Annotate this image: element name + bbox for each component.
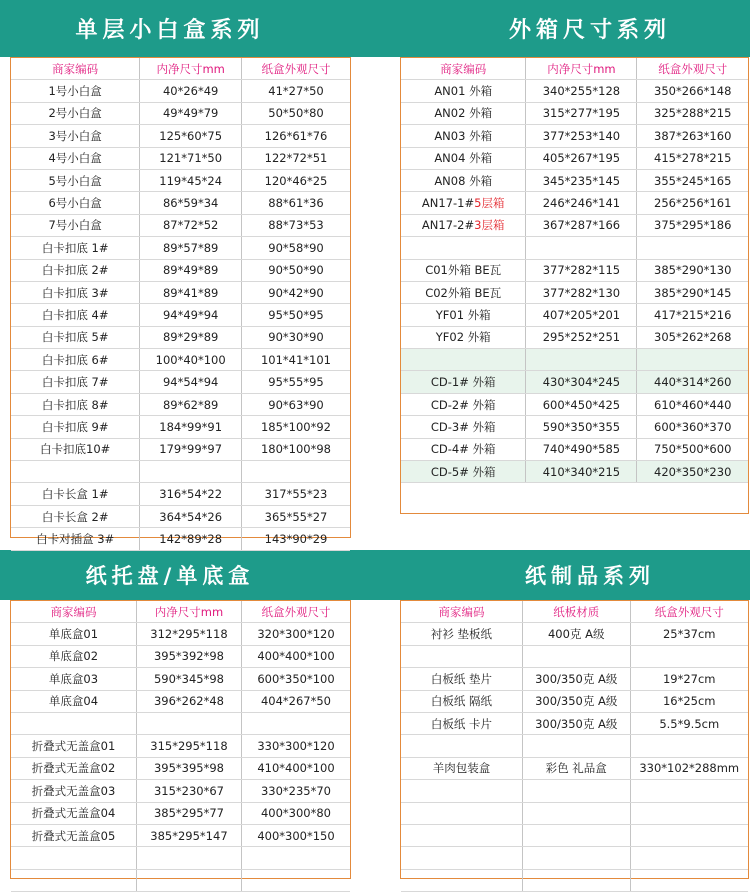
size-cell: 440*314*260 xyxy=(637,371,748,393)
size-cell: 彩色 礼品盒 xyxy=(522,757,630,779)
table-row xyxy=(401,169,748,191)
table-row xyxy=(11,780,350,802)
size-cell: 87*72*52 xyxy=(140,214,242,236)
size-cell xyxy=(522,735,630,757)
size-cell: 600*450*425 xyxy=(526,393,637,415)
size-cell: 590*345*98 xyxy=(136,668,241,690)
size-cell: 395*395*98 xyxy=(136,757,241,779)
table-row xyxy=(401,102,748,124)
table-row xyxy=(11,690,350,712)
table-row xyxy=(11,461,350,483)
size-cell xyxy=(630,735,748,757)
item-code-cell: 2号小白盒 xyxy=(11,102,140,124)
size-cell: 256*256*161 xyxy=(637,192,748,214)
size-cell: 430*304*245 xyxy=(526,371,637,393)
size-cell: 315*277*195 xyxy=(526,102,637,124)
item-code-cell: CD-4# 外箱 xyxy=(401,438,526,460)
size-cell: 94*49*94 xyxy=(140,304,242,326)
table-tr xyxy=(401,58,748,483)
item-code-cell: AN01 外箱 xyxy=(401,80,526,102)
item-code-cell xyxy=(401,802,522,824)
table-row xyxy=(11,757,350,779)
size-cell: 345*235*145 xyxy=(526,169,637,191)
table-row xyxy=(11,326,350,348)
size-cell: 180*100*98 xyxy=(242,438,351,460)
item-code-cell: 白卡长盒 1# xyxy=(11,483,140,505)
size-cell: 316*54*22 xyxy=(140,483,242,505)
size-cell: 300/350克 A级 xyxy=(522,668,630,690)
table-row xyxy=(11,80,350,102)
size-cell: 420*350*230 xyxy=(637,461,748,483)
column-header: 纸盒外观尺寸 xyxy=(242,58,351,80)
size-cell: 340*255*128 xyxy=(526,80,637,102)
table-row xyxy=(401,712,748,734)
table-row xyxy=(401,869,748,891)
size-cell: 325*288*215 xyxy=(637,102,748,124)
size-cell: 120*46*25 xyxy=(242,169,351,191)
size-cell: 312*295*118 xyxy=(136,623,241,645)
size-cell: 400*300*150 xyxy=(242,824,351,846)
table-row xyxy=(11,735,350,757)
size-cell: 89*29*89 xyxy=(140,326,242,348)
size-cell: 317*55*23 xyxy=(242,483,351,505)
size-cell xyxy=(242,869,351,891)
size-cell: 364*54*26 xyxy=(140,505,242,527)
size-cell: 88*61*36 xyxy=(242,192,351,214)
size-cell xyxy=(140,461,242,483)
item-code-cell xyxy=(401,824,522,846)
table-row xyxy=(401,757,748,779)
size-cell: 590*350*355 xyxy=(526,416,637,438)
column-header: 商家编码 xyxy=(401,601,522,623)
table-row xyxy=(401,281,748,303)
item-code-cell xyxy=(11,847,136,869)
table-row xyxy=(401,461,748,483)
size-cell: 404*267*50 xyxy=(242,690,351,712)
top-header-band xyxy=(0,0,750,57)
size-cell: 41*27*50 xyxy=(242,80,351,102)
size-cell: 365*55*27 xyxy=(242,505,351,527)
table-row xyxy=(11,416,350,438)
item-code-cell: CD-2# 外箱 xyxy=(401,393,526,415)
size-cell: 740*490*585 xyxy=(526,438,637,460)
size-cell: 95*50*95 xyxy=(242,304,351,326)
size-cell xyxy=(630,869,748,891)
table-row xyxy=(11,623,350,645)
size-cell: 315*295*118 xyxy=(136,735,241,757)
size-cell xyxy=(522,869,630,891)
table-row xyxy=(11,192,350,214)
table-row xyxy=(401,237,748,259)
item-code-cell: 折叠式无盖盒05 xyxy=(11,824,136,846)
size-cell xyxy=(522,645,630,667)
table-row xyxy=(11,645,350,667)
size-cell xyxy=(242,847,351,869)
item-code-cell: 折叠式无盖盒01 xyxy=(11,735,136,757)
size-cell xyxy=(630,645,748,667)
size-cell xyxy=(242,461,351,483)
table-bl xyxy=(11,601,350,892)
item-code-cell: 3号小白盒 xyxy=(11,125,140,147)
item-code-cell xyxy=(11,869,136,891)
size-cell: 126*61*76 xyxy=(242,125,351,147)
size-cell xyxy=(630,780,748,802)
size-cell: 5.5*9.5cm xyxy=(630,712,748,734)
size-cell: 407*205*201 xyxy=(526,304,637,326)
table-row xyxy=(11,147,350,169)
item-code-cell: 4号小白盒 xyxy=(11,147,140,169)
table-row xyxy=(11,802,350,824)
column-header: 内净尺寸mm xyxy=(136,601,241,623)
table-row xyxy=(401,304,748,326)
size-cell: 101*41*101 xyxy=(242,349,351,371)
box-layer-label: 5层箱 xyxy=(474,196,505,211)
size-cell xyxy=(522,802,630,824)
table-row xyxy=(11,214,350,236)
size-cell: 95*55*95 xyxy=(242,371,351,393)
size-cell: 184*99*91 xyxy=(140,416,242,438)
size-cell xyxy=(526,349,637,371)
item-code-cell: CD-3# 外箱 xyxy=(401,416,526,438)
item-code-cell: AN03 外箱 xyxy=(401,125,526,147)
item-code-cell: 白板纸 卡片 xyxy=(401,712,522,734)
size-cell: 750*500*600 xyxy=(637,438,748,460)
size-cell: 410*340*215 xyxy=(526,461,637,483)
size-cell: 610*460*440 xyxy=(637,393,748,415)
size-cell: 90*30*90 xyxy=(242,326,351,348)
item-code-cell: 单底盒04 xyxy=(11,690,136,712)
size-cell: 600*350*100 xyxy=(242,668,351,690)
table-row xyxy=(11,712,350,734)
table-row xyxy=(11,102,350,124)
table-row xyxy=(401,623,748,645)
size-cell: 142*89*28 xyxy=(140,528,242,550)
item-code-cell xyxy=(401,349,526,371)
size-cell: 122*72*51 xyxy=(242,147,351,169)
size-cell: 121*71*50 xyxy=(140,147,242,169)
table-row xyxy=(401,393,748,415)
size-cell: 94*54*94 xyxy=(140,371,242,393)
table-row xyxy=(11,281,350,303)
size-cell: 89*41*89 xyxy=(140,281,242,303)
panel-single-white-box xyxy=(10,57,351,546)
column-header: 内净尺寸mm xyxy=(526,58,637,80)
table-br xyxy=(401,601,748,892)
item-code-cell: 白卡扣底 9# xyxy=(11,416,140,438)
table-row xyxy=(11,371,350,393)
item-code-cell: 白卡对插盒 3# xyxy=(11,528,140,550)
size-cell: 405*267*195 xyxy=(526,147,637,169)
size-cell: 400*400*100 xyxy=(242,645,351,667)
size-cell: 19*27cm xyxy=(630,668,748,690)
size-cell: 86*59*34 xyxy=(140,192,242,214)
item-code-cell: AN17-1#5层箱 xyxy=(401,192,526,214)
item-code-cell: 白卡扣底 4# xyxy=(11,304,140,326)
table-row xyxy=(11,869,350,891)
size-cell xyxy=(522,824,630,846)
item-code-cell: 白板纸 垫片 xyxy=(401,668,522,690)
size-cell: 350*266*148 xyxy=(637,80,748,102)
size-cell: 125*60*75 xyxy=(140,125,242,147)
table-row xyxy=(401,80,748,102)
item-code-cell: 白卡扣底 1# xyxy=(11,237,140,259)
item-code-cell xyxy=(401,847,522,869)
size-cell: 315*230*67 xyxy=(136,780,241,802)
size-cell: 330*102*288mm xyxy=(630,757,748,779)
item-code-cell: 单底盒02 xyxy=(11,645,136,667)
column-header: 纸板材质 xyxy=(522,601,630,623)
table-row xyxy=(401,438,748,460)
table-row xyxy=(401,847,748,869)
size-cell: 417*215*216 xyxy=(637,304,748,326)
table-row xyxy=(401,371,748,393)
table-row xyxy=(401,416,748,438)
column-header: 纸盒外观尺寸 xyxy=(637,58,748,80)
size-cell: 143*90*29 xyxy=(242,528,351,550)
size-cell: 89*62*89 xyxy=(140,393,242,415)
size-cell xyxy=(242,712,351,734)
item-code-cell xyxy=(401,237,526,259)
panel-outer-carton xyxy=(400,57,749,514)
size-cell: 330*235*70 xyxy=(242,780,351,802)
item-code-cell: 白卡扣底 6# xyxy=(11,349,140,371)
size-cell xyxy=(522,780,630,802)
table-header-row xyxy=(401,58,748,80)
table-row xyxy=(401,192,748,214)
table-tl xyxy=(11,58,350,551)
size-cell: 355*245*165 xyxy=(637,169,748,191)
item-code-cell: 白卡扣底 7# xyxy=(11,371,140,393)
size-cell: 49*49*79 xyxy=(140,102,242,124)
size-cell: 179*99*97 xyxy=(140,438,242,460)
section-title-br: 纸制品系列 xyxy=(525,564,655,588)
table-row xyxy=(11,505,350,527)
table-row xyxy=(401,824,748,846)
size-cell xyxy=(136,869,241,891)
column-header: 商家编码 xyxy=(401,58,526,80)
size-cell: 395*392*98 xyxy=(136,645,241,667)
size-cell: 90*58*90 xyxy=(242,237,351,259)
column-header: 纸盒外观尺寸 xyxy=(630,601,748,623)
size-cell xyxy=(136,712,241,734)
item-code-cell: 单底盒01 xyxy=(11,623,136,645)
table-row xyxy=(11,438,350,460)
size-cell: 367*287*166 xyxy=(526,214,637,236)
size-cell: 40*26*49 xyxy=(140,80,242,102)
item-code-cell: 折叠式无盖盒04 xyxy=(11,802,136,824)
size-cell: 385*290*145 xyxy=(637,281,748,303)
size-cell: 377*282*130 xyxy=(526,281,637,303)
item-code-cell xyxy=(401,869,522,891)
item-code-cell: C01外箱 BE瓦 xyxy=(401,259,526,281)
size-cell xyxy=(522,847,630,869)
item-code-cell: 5号小白盒 xyxy=(11,169,140,191)
section-title-bl: 纸托盘/单底盒 xyxy=(85,564,255,588)
size-cell: 400克 A级 xyxy=(522,623,630,645)
item-code-cell: 白卡扣底 8# xyxy=(11,393,140,415)
size-cell: 89*57*89 xyxy=(140,237,242,259)
item-code-cell xyxy=(401,735,522,757)
item-code-cell: 1号小白盒 xyxy=(11,80,140,102)
size-cell xyxy=(637,237,748,259)
item-code-cell xyxy=(401,645,522,667)
table-row xyxy=(11,259,350,281)
size-cell: 246*246*141 xyxy=(526,192,637,214)
table-row xyxy=(11,824,350,846)
item-code-cell: CD-5# 外箱 xyxy=(401,461,526,483)
table-row xyxy=(401,735,748,757)
item-code-cell: 白卡扣底 5# xyxy=(11,326,140,348)
table-header-row xyxy=(11,58,350,80)
item-code-cell: 白卡扣底10# xyxy=(11,438,140,460)
item-code-cell: AN17-2#3层箱 xyxy=(401,214,526,236)
section-title-tl: 单层小白盒系列 xyxy=(75,18,265,43)
item-code-cell: 白卡长盒 2# xyxy=(11,505,140,527)
table-row xyxy=(11,847,350,869)
size-cell: 90*50*90 xyxy=(242,259,351,281)
item-code-cell: 单底盒03 xyxy=(11,668,136,690)
size-cell: 89*49*89 xyxy=(140,259,242,281)
table-row xyxy=(401,780,748,802)
table-row xyxy=(401,214,748,236)
table-row xyxy=(401,125,748,147)
size-cell: 25*37cm xyxy=(630,623,748,645)
size-cell: 330*300*120 xyxy=(242,735,351,757)
item-code-cell: AN02 外箱 xyxy=(401,102,526,124)
size-cell: 387*263*160 xyxy=(637,125,748,147)
column-header: 商家编码 xyxy=(11,601,136,623)
item-code-cell: YF02 外箱 xyxy=(401,326,526,348)
item-code-cell: C02外箱 BE瓦 xyxy=(401,281,526,303)
size-cell: 88*73*53 xyxy=(242,214,351,236)
size-cell: 377*282*115 xyxy=(526,259,637,281)
table-row xyxy=(11,169,350,191)
size-cell: 385*290*130 xyxy=(637,259,748,281)
table-row xyxy=(11,393,350,415)
size-cell: 90*42*90 xyxy=(242,281,351,303)
size-cell: 50*50*80 xyxy=(242,102,351,124)
size-cell: 415*278*215 xyxy=(637,147,748,169)
table-row xyxy=(11,668,350,690)
table-row xyxy=(401,668,748,690)
size-cell: 400*300*80 xyxy=(242,802,351,824)
table-row xyxy=(11,349,350,371)
size-cell: 90*63*90 xyxy=(242,393,351,415)
item-code-cell xyxy=(401,780,522,802)
size-cell: 385*295*77 xyxy=(136,802,241,824)
item-code-cell: 羊肉包装盒 xyxy=(401,757,522,779)
column-header: 商家编码 xyxy=(11,58,140,80)
item-code-cell: CD-1# 外箱 xyxy=(401,371,526,393)
size-cell: 385*295*147 xyxy=(136,824,241,846)
table-header-row xyxy=(401,601,748,623)
panel-paper-tray xyxy=(10,600,351,879)
size-cell: 377*253*140 xyxy=(526,125,637,147)
size-cell: 396*262*48 xyxy=(136,690,241,712)
table-row xyxy=(401,802,748,824)
section-title-tr: 外箱尺寸系列 xyxy=(508,18,671,43)
size-cell: 100*40*100 xyxy=(140,349,242,371)
size-cell xyxy=(630,802,748,824)
table-row xyxy=(401,326,748,348)
item-code-cell xyxy=(11,712,136,734)
column-header: 内净尺寸mm xyxy=(140,58,242,80)
item-code-cell: 白卡扣底 3# xyxy=(11,281,140,303)
table-row xyxy=(401,690,748,712)
panel-paper-products xyxy=(400,600,749,879)
size-cell: 600*360*370 xyxy=(637,416,748,438)
item-code-cell xyxy=(11,461,140,483)
column-header: 纸盒外观尺寸 xyxy=(242,601,351,623)
item-code-cell: AN08 外箱 xyxy=(401,169,526,191)
item-code-cell: YF01 外箱 xyxy=(401,304,526,326)
item-code-cell: AN04 外箱 xyxy=(401,147,526,169)
table-row xyxy=(11,125,350,147)
item-code-cell: 7号小白盒 xyxy=(11,214,140,236)
table-row xyxy=(11,483,350,505)
item-code-cell: 6号小白盒 xyxy=(11,192,140,214)
table-header-row xyxy=(11,601,350,623)
size-cell xyxy=(630,847,748,869)
size-cell: 410*400*100 xyxy=(242,757,351,779)
size-cell: 185*100*92 xyxy=(242,416,351,438)
item-code-cell: 衬衫 垫板纸 xyxy=(401,623,522,645)
size-cell: 119*45*24 xyxy=(140,169,242,191)
size-cell: 16*25cm xyxy=(630,690,748,712)
size-cell: 305*262*268 xyxy=(637,326,748,348)
size-cell xyxy=(637,349,748,371)
item-code-cell: 折叠式无盖盒03 xyxy=(11,780,136,802)
item-code-cell: 折叠式无盖盒02 xyxy=(11,757,136,779)
table-row xyxy=(11,237,350,259)
table-row xyxy=(401,349,748,371)
table-row xyxy=(11,304,350,326)
size-cell: 300/350克 A级 xyxy=(522,712,630,734)
item-code-cell: 白卡扣底 2# xyxy=(11,259,140,281)
size-cell: 320*300*120 xyxy=(242,623,351,645)
table-row xyxy=(401,147,748,169)
bottom-header-band xyxy=(0,550,750,600)
size-cell: 295*252*251 xyxy=(526,326,637,348)
item-code-cell: 白板纸 隔纸 xyxy=(401,690,522,712)
table-row xyxy=(11,528,350,550)
size-cell xyxy=(526,237,637,259)
table-row xyxy=(401,259,748,281)
size-cell: 300/350克 A级 xyxy=(522,690,630,712)
box-layer-label: 3层箱 xyxy=(474,218,505,233)
table-row xyxy=(401,645,748,667)
size-cell: 375*295*186 xyxy=(637,214,748,236)
size-cell xyxy=(630,824,748,846)
size-cell xyxy=(136,847,241,869)
